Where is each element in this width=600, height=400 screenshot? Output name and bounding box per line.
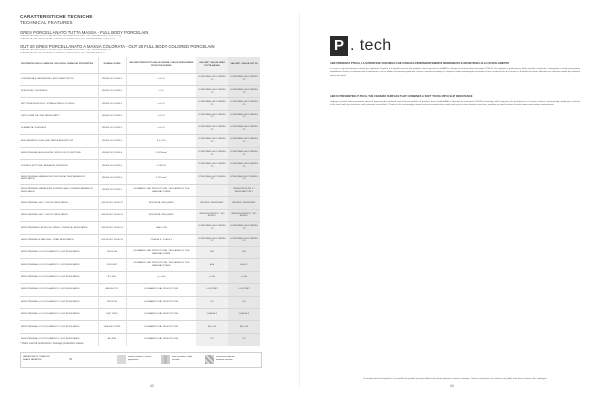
cell-value-a: CONFORME / ACCORDING TO	[196, 172, 228, 184]
cell-norm: UNI EN ISO 10545-7	[98, 185, 126, 197]
cell-value-b: CONFORME / ACCORDING TO	[228, 123, 260, 135]
cell-property: RESISTENZA ALLE MACCHIE / STAIN RESISTANCE	[20, 234, 98, 246]
cell-value-b: CONFORME / ACCORDING TO	[228, 135, 260, 147]
cell-value-b: RD ≥ 45	[228, 321, 260, 333]
cell-value-b: CONFORME / ACCORDING TO	[228, 110, 260, 122]
cell-property: RESISTENZA ALL'ABRASIONE SUPERFICIALE / SURFACE ABRASION RESISTANCE	[20, 185, 98, 197]
table-row	[20, 135, 260, 147]
cell-property: PLANARITÀ / FLATNESS	[20, 123, 98, 135]
cell-prescribed: ± 0,5 %	[126, 123, 196, 135]
cell-value-a: CONFORME / ACCORDING TO	[196, 85, 228, 97]
gres-heading: GRES PORCELLANATO TUTTA MASSA - FULL BODY PORCELAIN	[20, 30, 149, 35]
cell-prescribed: CLASSE 3 / CLASS 3	[126, 234, 196, 246]
cell-value-a: R10	[196, 246, 228, 258]
cell-value-a: NESSUN EFFETTO / NO EFFECT	[196, 209, 228, 221]
header-value-b: VALORE* / VALUE OUT 20	[228, 57, 260, 73]
slight-variation-swatch-icon	[161, 355, 170, 364]
cell-value-b: P4	[228, 333, 260, 345]
cell-value-b: CLASSE 2	[228, 308, 260, 320]
cell-value-a: CONFORME / ACCORDING TO	[196, 110, 228, 122]
cell-norm: B.C.R.A.	[98, 271, 126, 283]
cell-norm: UNI EN ISO 10545-13	[98, 209, 126, 221]
cell-value-a: P3	[196, 333, 228, 345]
table-row	[20, 308, 260, 320]
cell-property: RESISTENZA AL GELO / FROST RESISTANCE	[20, 197, 98, 209]
table-row	[20, 160, 260, 172]
table-row	[20, 197, 260, 209]
page-title-en: TECHNICAL FEATURES	[20, 20, 73, 25]
cell-prescribed: DICHIARATO DAL PRODUTTORE / DECLARED BY THE MANUFACTURER	[126, 246, 196, 258]
table-row	[20, 185, 260, 197]
header-norm: NORMA / NORM	[98, 57, 126, 73]
cell-prescribed: ≥ 1300 N	[126, 160, 196, 172]
cell-prescribed: ± 0,5 %	[126, 110, 196, 122]
table-row	[20, 85, 260, 97]
cell-norm: UNI EN ISO 10545-13	[98, 222, 126, 234]
cell-norm: AS 4586	[98, 333, 126, 345]
cell-property: LUNGHEZZA E LARGHEZZA / LENGTH AND WIDTH	[20, 73, 98, 85]
cell-property: RESISTENZA ALLO SCIVOLAMENTO / SLIP RESISTANCE	[20, 246, 98, 258]
outdoor-note: CLASSIFICAZIONE: GRUPPO BIa SECONDO NORMA UNI EN 14411 / ISO 13006 ALLEGATO G	[20, 49, 111, 51]
outdoor-heading: OUT 20 GRES PORCELLANATO A MASSA COLORATA - OUT 20 FULL BODY COLORED PORCELAIN	[20, 44, 215, 49]
cell-value-a: ≥ 0,42 WET	[196, 284, 228, 296]
cell-property: RESISTENZA ALLO SCIVOLAMENTO / SLIP RESISTANCE	[20, 308, 98, 320]
cell-norm: UNI EN ISO 10545-2	[98, 123, 126, 135]
moderate-variation-swatch-icon	[205, 355, 214, 364]
cell-prescribed: ≤ 175 mm³	[126, 172, 196, 184]
table-row	[20, 73, 260, 85]
cell-norm: DIN 51097	[98, 259, 126, 271]
legend-item: lieve variazione / slight variation	[172, 356, 193, 361]
logo-letter: P	[330, 36, 348, 56]
logo-text: . tech	[350, 37, 392, 54]
cell-value-b: RESISTENTE PEI V / RESISTANT PEI V	[228, 185, 260, 197]
table-row	[20, 296, 260, 308]
cell-value-b: CONFORME / ACCORDING TO	[228, 73, 260, 85]
cell-property: FORZA DI ROTTURA / BREAKING STRENGTH	[20, 160, 98, 172]
table-row	[20, 123, 260, 135]
cell-value-b: CONFORME / ACCORDING TO	[228, 222, 260, 234]
cell-value-b: CONFORME / ACCORDING TO	[228, 98, 260, 110]
cell-prescribed: DICHIARATO DAL PRODUTTORE	[126, 284, 196, 296]
cell-norm: DIN 51130	[98, 246, 126, 258]
cell-value-a: 0,5	[196, 296, 228, 308]
cell-value-a: RD ≥ 35	[196, 321, 228, 333]
cell-norm: UNI EN ISO 10545-4	[98, 160, 126, 172]
cell-value-a: CONFORME / ACCORDING TO	[196, 73, 228, 85]
cell-norm: UNI EN ISO 10545-2	[98, 98, 126, 110]
legend-item: variazione moderata / moderate variation	[216, 356, 236, 361]
intro-paragraph-it: La ricerca e gli investimenti continui per migliorare l'aspetto e le qualità tecniche del prodotto, hanno permesso ad ABK lo sviluppo di un'innovativa tecnologia PTECH, che migliora le performance delle superfici ceramiche, coniugando in modo permanente morbidezza al tatto e resistenza allo scivolamento, con un effetto visivamente gradevole. Grazie a questa tecnologia, le superfici trattate mantengono nel tempo le loro caratteristiche di sicurezza e di facilità di pulizia, offrendo una soluzione ideale per ambienti interni ed esterni.	[330, 68, 580, 77]
table-row	[20, 147, 260, 159]
legend-class: V2	[69, 358, 72, 361]
cell-norm: UNI EN ISO 10545-3	[98, 135, 126, 147]
cell-prescribed: μ > 0,40	[126, 271, 196, 283]
cell-norm: UNI EN ISO 10545-2	[98, 73, 126, 85]
cell-prescribed: DICHIARATO DAL PRODUTTORE	[126, 333, 196, 345]
cell-value-b: CONFORME / ACCORDING TO	[228, 147, 260, 159]
table-row	[20, 209, 260, 221]
intro-paragraph-en: Ongoing research and investments aimed at improving the aesthetic and technical qualities of products have enabled ABK to develop the innovative PTECH technology, which improves the performance of ceramic surfaces, permanently combining a soft feel to the touch with slip resistance and a pleasant visual effect. Thanks to this technology, treated surfaces maintain their safety and easy-to-clean features over time, providing an ideal solution for both indoor and outdoor environments.	[330, 101, 580, 107]
cell-prescribed: RICHIESTA / REQUIRED	[126, 209, 196, 221]
cell-prescribed: UHA / ULA	[126, 222, 196, 234]
cell-norm: UNI EN ISO 10545-14	[98, 234, 126, 246]
table-row	[20, 172, 260, 184]
cell-norm: UNI EN ISO 10545-12	[98, 197, 126, 209]
cell-property: RESISTENZA AGLI ATTACCHI CHIMICI / CHEMICAL RESISTANCE	[20, 222, 98, 234]
cell-value-b: 0,5	[228, 296, 260, 308]
cell-prescribed: ± 0,5 %	[126, 98, 196, 110]
cell-property: RESISTENZA ALLO SCIVOLAMENTO / SLIP RESISTANCE	[20, 259, 98, 271]
cell-prescribed: RICHIESTA / REQUIRED	[126, 197, 196, 209]
table-row	[20, 234, 260, 246]
cell-value-b: > 0,40	[228, 271, 260, 283]
cell-value-b: NESSUN EFFETTO / NO EFFECT	[228, 209, 260, 221]
page-number: 42	[150, 384, 154, 388]
cell-prescribed: E ≤ 0,5%	[126, 135, 196, 147]
header-prescribed: VALORE PRESCRITTO DALLE NORME / VALUE PRESCRIBED FROM THE NORMS	[126, 57, 196, 73]
cell-value-b: CONFORME / ACCORDING TO	[228, 172, 260, 184]
cell-value-a: CONFORME / ACCORDING TO	[196, 160, 228, 172]
ptech-logo	[330, 36, 392, 56]
cell-norm: UNE-ENV 12633	[98, 321, 126, 333]
cell-property: RESISTENZA ALLO SCIVOLAMENTO / SLIP RESISTANCE	[20, 296, 98, 308]
cell-value-b: ≥ 0,42 WET	[228, 284, 260, 296]
uniform-swatch-icon	[117, 355, 126, 364]
shade-legend	[20, 352, 262, 368]
cell-property: SPESSORE / THICKNESS	[20, 85, 98, 97]
cell-norm: ENV 12633	[98, 308, 126, 320]
intro-heading-it: ABK PRESENTA PTECH, LA SUPERFICIE CERAMICA CHE CONIUGA PERMANENTEMENTE MORBIDEZZA E RESISTENZA ALLO SCIVOLAMENTO	[330, 62, 510, 65]
cell-value-b: RESISTE / RESISTANT	[228, 197, 260, 209]
cell-value-a: CONFORME / ACCORDING TO	[196, 135, 228, 147]
table-row	[20, 98, 260, 110]
table-row	[20, 110, 260, 122]
cell-property: ORTOGONALITÀ / RECTANGULARITY	[20, 110, 98, 122]
cell-value-a: CONFORME / ACCORDING TO	[196, 222, 228, 234]
cell-value-a	[196, 185, 228, 197]
cell-property: ASSORBIMENTO D'ACQUA / WATER ABSORPTION	[20, 135, 98, 147]
cell-value-a: A+B	[196, 259, 228, 271]
cell-value-a: CONFORME / ACCORDING TO	[196, 123, 228, 135]
cell-value-b: CONFORME / ACCORDING TO	[228, 234, 260, 246]
cell-value-a: CLASSE 1	[196, 308, 228, 320]
cell-property: RESISTENZA AL GELO / FROST RESISTANCE	[20, 209, 98, 221]
cell-norm: UNI EN ISO 10545-6	[98, 172, 126, 184]
cell-value-b: A+B+C	[228, 259, 260, 271]
cell-property: RESISTENZA ALLO SCIVOLAMENTO / SLIP RESISTANCE	[20, 321, 98, 333]
table-row	[20, 246, 260, 258]
cell-value-a: CONFORME / ACCORDING TO	[196, 234, 228, 246]
cell-property: RETTILINEITÀ SPIGOLI / STRAIGHTNESS OF SIDES	[20, 98, 98, 110]
cell-property: RESISTENZA ALLA FLESSIONE / MODULUS OF RUPTURE	[20, 147, 98, 159]
cell-value-b: CONFORME / ACCORDING TO	[228, 160, 260, 172]
cell-norm: DIN 51131	[98, 296, 126, 308]
header-property: PROPRIETÀ FISICO-CHIMICHE / PHYSICAL-CHEMICAL PROPERTIES	[21, 63, 94, 66]
cell-prescribed: ≥ 35 N/mm²	[126, 147, 196, 159]
table-row	[20, 259, 260, 271]
cell-value-a: CONFORME / ACCORDING TO	[196, 98, 228, 110]
cell-property: RESISTENZA ALLO SCIVOLAMENTO / SLIP RESISTANCE	[20, 271, 98, 283]
cell-value-b: CONFORME / ACCORDING TO	[228, 85, 260, 97]
gres-note: CLASSIFICATION: GROUP BIa ACCORDING TO UNI EN 14411 / ISO 13006 APPENDIX G (E ≤ 0,5%)	[20, 37, 115, 40]
cell-norm: UNI EN ISO 10545-2	[98, 85, 126, 97]
cell-prescribed: DICHIARATO DAL PRODUTTORE / DECLARED BY THE MANUFACTURER	[126, 185, 196, 197]
gres-note: CLASSIFICAZIONE: GRUPPO BIa SECONDO NORMA UNI EN 14411 / ISO 13006 ALLEGATO G (E ≤ 0,5%)	[20, 35, 121, 37]
table-row	[20, 284, 260, 296]
cell-property: RESISTENZA ALL'ABRASIONE PROFONDA / DEEP ABRASION RESISTANCE	[20, 172, 98, 184]
specs-table	[20, 57, 260, 346]
outdoor-note: CLASSIFICATION: GROUP BIa ACCORDING TO UNI EN 14411 / ISO 13006 APPENDIX G	[20, 51, 105, 54]
page-number: 43	[450, 384, 454, 388]
right-page	[300, 0, 600, 400]
cell-value-a: > 0,40	[196, 271, 228, 283]
cell-norm: ANSI A 137.1	[98, 284, 126, 296]
header-value-a: VALORE* / VALUE GRES TUTTA MASSA	[196, 57, 228, 73]
cell-property: RESISTENZA ALLO SCIVOLAMENTO / SLIP RESISTANCE	[20, 284, 98, 296]
cell-prescribed: ± 0,6 %	[126, 73, 196, 85]
footnote: * Valori medi di produzione / Average production values	[20, 342, 84, 345]
legend-label: VARIAZIONE DI TONALITÀ / SHADE VARIATION	[23, 356, 50, 361]
cell-norm: UNI EN ISO 10545-2	[98, 110, 126, 122]
cell-norm: UNI EN ISO 10545-4	[98, 147, 126, 159]
intro-heading-en: ABK IS PRESENTING P-TECH, THE CERAMIC SURFACE THAT COMBINES A SOFT TOUCH WITH SLIP RESISTANCE	[330, 95, 473, 98]
cell-value-a: CONFORME / ACCORDING TO	[196, 147, 228, 159]
cell-prescribed: ± 5 %	[126, 85, 196, 97]
catalogue-disclaimer: La caratteristiche di superficie e le tonalità dei prodotti possono differire da quanto riportato in questo catalogo. Colours and features of surfaces may differ from those shown in this catalogue.	[362, 378, 548, 380]
cell-prescribed: DICHIARATO DAL PRODUTTORE / DECLARED BY THE MANUFACTURER	[126, 259, 196, 271]
cell-prescribed: DICHIARATO DAL PRODUTTORE	[126, 321, 196, 333]
cell-property: RESISTENZA ALLO SCIVOLAMENTO / SLIP RESISTANCE	[20, 333, 98, 345]
page-title: CARATTERISTICHE TECNICHE	[20, 14, 93, 19]
legend-item: aspetto uniforme / uniform appearance	[128, 356, 152, 361]
cell-prescribed: DICHIARATO DAL PRODUTTORE	[126, 296, 196, 308]
table-row	[20, 271, 260, 283]
table-row	[20, 321, 260, 333]
cell-value-a: RESISTE / RESISTANT	[196, 197, 228, 209]
cell-prescribed: DICHIARATO DAL PRODUTTORE	[126, 308, 196, 320]
table-row	[20, 222, 260, 234]
cell-value-b: R11	[228, 246, 260, 258]
